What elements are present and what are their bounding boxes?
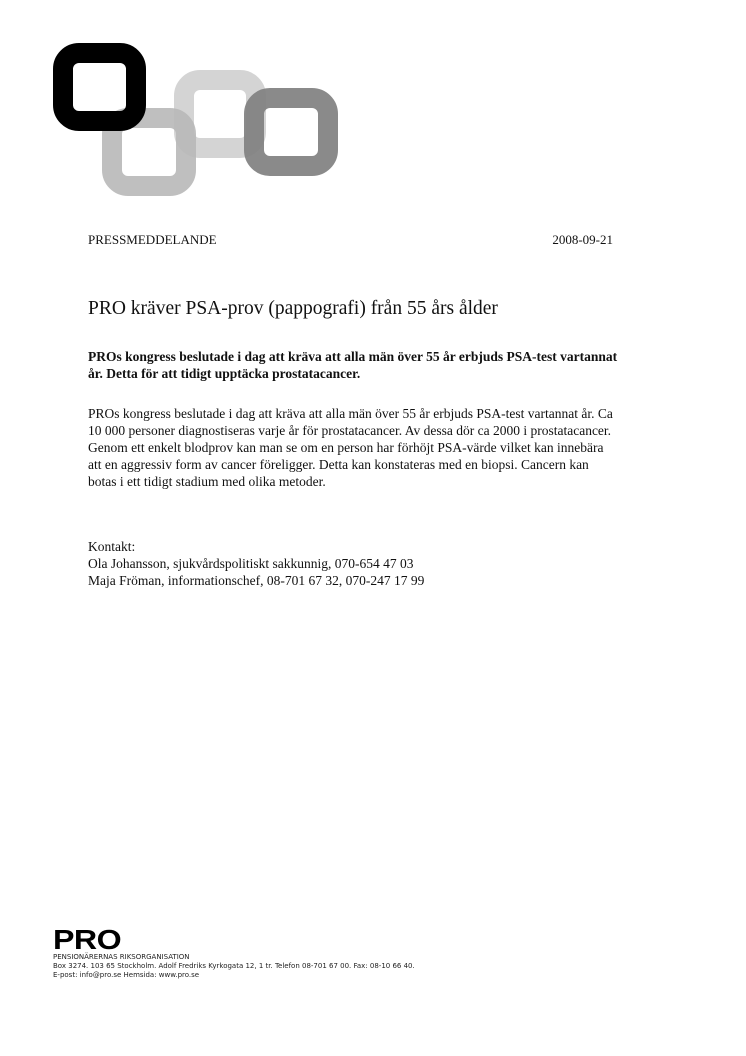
contact-block [88,538,424,589]
pro-logo: PRO [53,924,122,955]
footer [53,924,415,980]
footer-org-name: PENSIONÄRERNAS RIKSORGANISATION [53,953,190,961]
body-paragraph: PROs kongress beslutade i dag att kräva att alla män över 55 år erbjuds PSA-test vartannat år. Ca 10 000 personer diagnostiseras varje år för prostatacancer. Av dessa dör ca 2000 i prostatacancer. Genom ett enkelt blodprov kan man se om en person har förhöjt PSA-värde vilket kan innebära att en aggressiv form av cancer föreligger. Detta kan konstateras med en biopsi. Cancern kan botas i ett tidigt stadium med olika metoder. [88,406,613,489]
logo-squares-graphic [0,0,360,210]
document-type-label: PRESSMEDDELANDE [88,232,217,247]
logo-square-black [63,53,136,121]
lead-paragraph: PROs kongress beslutade i dag att kräva att alla män över 55 år erbjuds PSA-test vartannat år. Detta för att tidigt upptäcka prostatacancer. [88,349,618,381]
contact-line: Ola Johansson, sjukvårdspolitiskt sakkunnig, 070-654 47 03 [88,556,414,571]
contact-line: Maja Fröman, informationschef, 08-701 67 32, 070-247 17 99 [88,573,425,588]
footer-web: E-post: info@pro.se Hemsida: www.pro.se [53,971,200,979]
document-date: 2008-09-21 [552,232,613,247]
contact-heading: Kontakt: [88,539,136,554]
header-row [88,232,613,248]
page-title: PRO kräver PSA-prov (pappografi) från 55 års ålder [88,298,498,319]
footer-address: Box 3274. 103 65 Stockholm. Adolf Fredriks Kyrkogata 12, 1 tr. Telefon 08-701 67 00. Fax: 08-10 66 40. [53,962,415,970]
